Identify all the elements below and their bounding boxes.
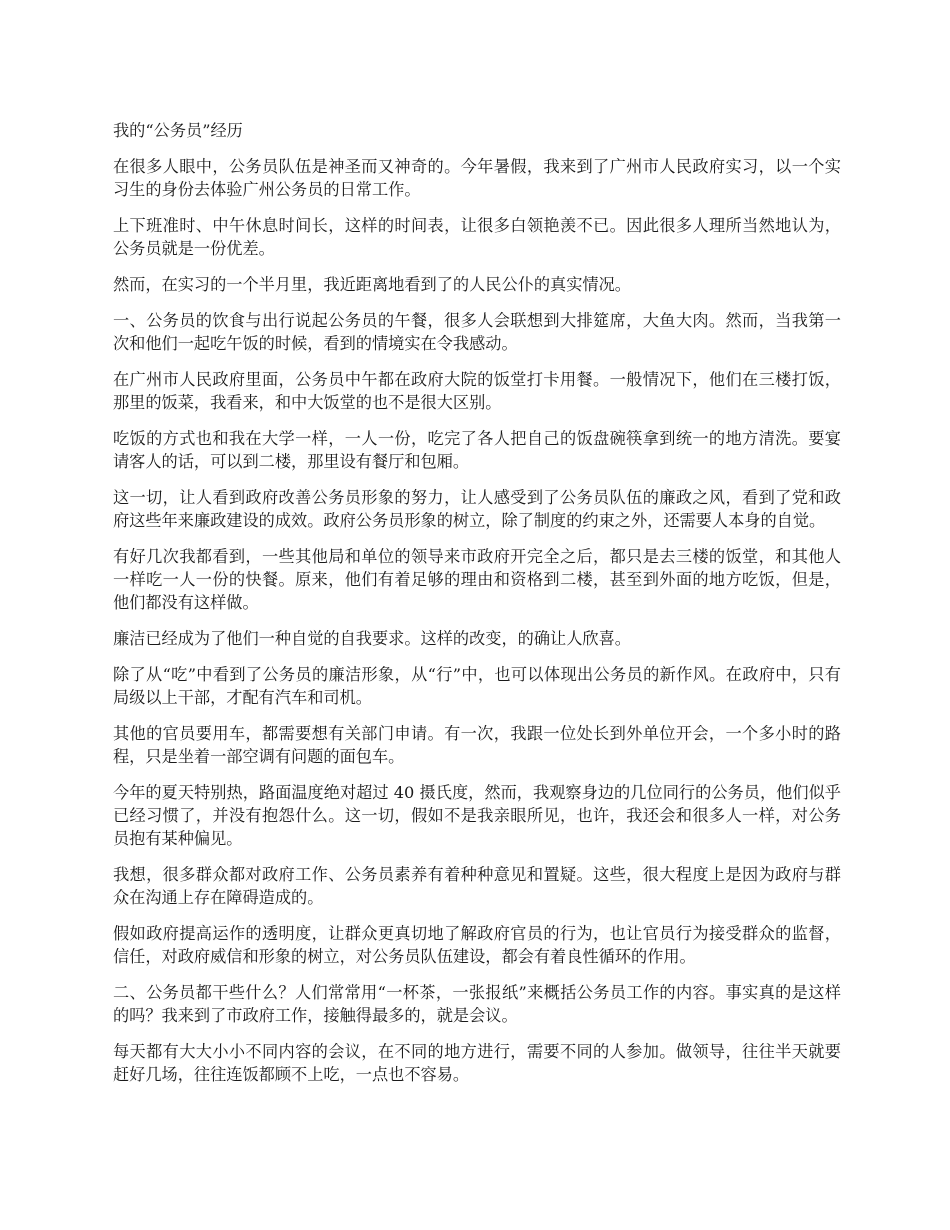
paragraph: 这一切，让人看到政府改善公务员形象的努力，让人感受到了公务员队伍的廉政之风，看到了党和政府这些年来廉政建设的成效。政府公务员形象的树立，除了制度的约束之外，还需要人本身的自觉。: [113, 488, 841, 530]
paragraph: 今年的夏天特别热，路面温度绝对超过 40 摄氏度，然而，我观察身边的几位同行的公务员，他们似乎已经习惯了，并没有抱怨什么。这一切，假如不是我亲眼所见，也许，我还会和很多人一样，对公务员抱有某种偏见。: [113, 783, 841, 848]
paragraph: 在广州市人民政府里面，公务员中午都在政府大院的饭堂打卡用餐。一般情况下，他们在三楼打饭，那里的饭菜，我看来，和中大饭堂的也不是很大区别。: [113, 370, 841, 412]
paragraph: 然而，在实习的一个半月里，我近距离地看到了的人民公仆的真实情况。: [113, 275, 631, 294]
paragraph: 每天都有大大小小不同内容的会议，在不同的地方进行，需要不同的人参加。做领导，往往半天就要赶好几场，往往连饭都顾不上吃，一点也不容易。: [113, 1042, 841, 1084]
paragraph: 我想，很多群众都对政府工作、公务员素养有着种种意见和置疑。这些，很大程度上是因为政府与群众在沟通上存在障碍造成的。: [113, 865, 841, 907]
paragraph: 有好几次我都看到，一些其他局和单位的领导来市政府开完全之后，都只是去三楼的饭堂，和其他人一样吃一人一份的快餐。原来，他们有着足够的理由和资格到二楼，甚至到外面的地方吃饭，但是，他们都没有这样做。: [113, 547, 841, 612]
paragraph: 除了从“吃”中看到了公务员的廉洁形象，从“行”中，也可以体现出公务员的新作风。在政府中，只有局级以上干部，才配有汽车和司机。: [113, 665, 841, 707]
paragraph: 二、公务员都干些什么？人们常常用“一杯茶，一张报纸”来概括公务员工作的内容。事实真的是这样的吗？我来到了市政府工作，接触得最多的，就是会议。: [113, 983, 841, 1025]
document-page: [113, 119, 841, 1099]
paragraph: 上下班准时、中午休息时间长，这样的时间表，让很多白领艳羡不已。因此很多人理所当然地认为，公务员就是一份优差。: [113, 216, 841, 258]
paragraph: 其他的官员要用车，都需要想有关部门申请。有一次，我跟一位处长到外单位开会，一个多小时的路程，只是坐着一部空调有问题的面包车。: [113, 724, 841, 766]
document-title: 我的“公务员”经历: [113, 121, 243, 140]
paragraph: 廉洁已经成为了他们一种自觉的自我要求。这样的改变，的确让人欣喜。: [113, 629, 631, 648]
paragraph: 一、公务员的饮食与出行说起公务员的午餐，很多人会联想到大排筵席，大鱼大肉。然而，当我第一次和他们一起吃午饭的时候，看到的情境实在令我感动。: [113, 311, 841, 353]
paragraph: 假如政府提高运作的透明度，让群众更真切地了解政府官员的行为，也让官员行为接受群众的监督，信任，对政府威信和形象的树立，对公务员队伍建设，都会有着良性循环的作用。: [113, 924, 841, 966]
paragraph: 吃饭的方式也和我在大学一样，一人一份，吃完了各人把自己的饭盘碗筷拿到统一的地方清洗。要宴请客人的话，可以到二楼，那里设有餐厅和包厢。: [113, 429, 841, 471]
paragraph: 在很多人眼中，公务员队伍是神圣而又神奇的。今年暑假，我来到了广州市人民政府实习，以一个实习生的身份去体验广州公务员的日常工作。: [113, 157, 841, 199]
